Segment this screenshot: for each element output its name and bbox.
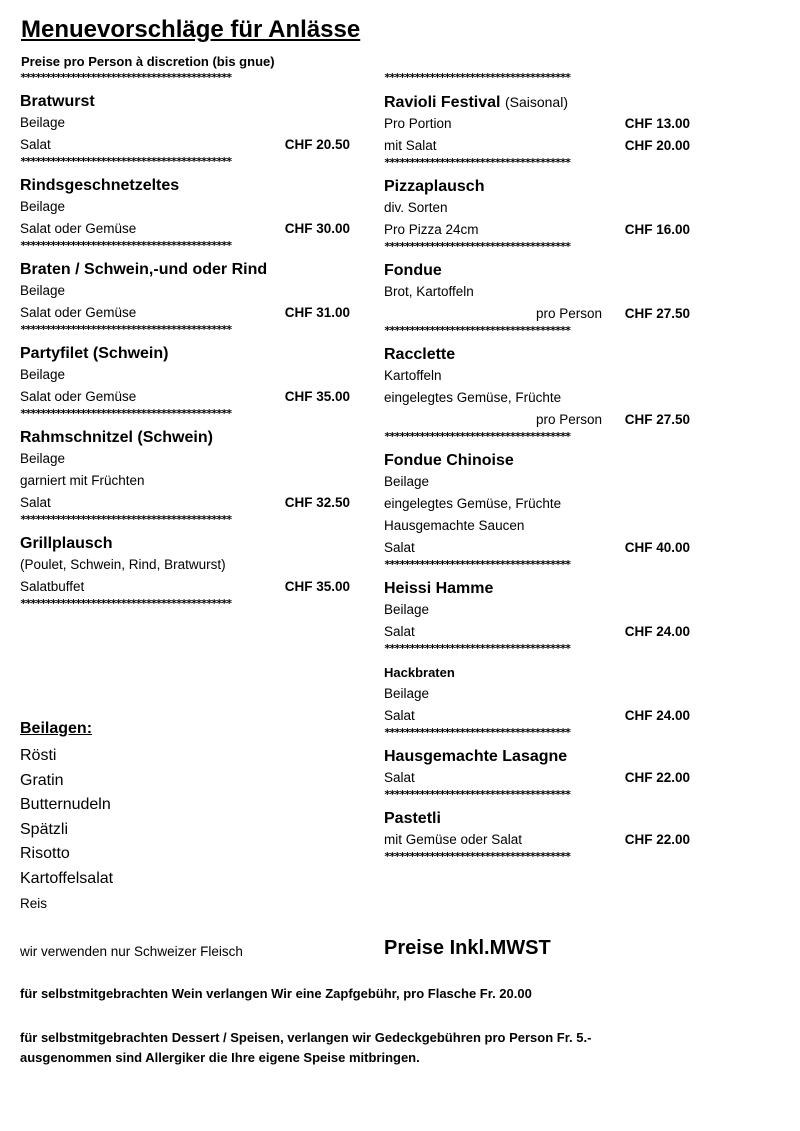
menu-item [384, 663, 690, 739]
beilage-item: Gratin [20, 771, 64, 789]
menu-item-detail: Salat [384, 770, 415, 785]
menu-item-line [20, 554, 350, 576]
menu-item-name [20, 428, 350, 448]
menu-item [20, 176, 350, 252]
menu-item-price: CHF 13.00 [624, 116, 690, 131]
menu-item-title: Grillplausch [20, 535, 113, 552]
menu-item-line [384, 537, 690, 559]
menu-item-detail: Kartoffeln [384, 368, 442, 383]
menu-item-detail: Pro Portion [384, 116, 452, 131]
allergy-exception-note: ausgenommen sind Allergiker die Ihre eigene Speise mitbringen. [20, 1050, 420, 1065]
menu-item-title: Pizzaplausch [384, 178, 485, 195]
menu-item-price: CHF 24.00 [624, 624, 690, 639]
menu-item-title: Heissi Hamme [384, 580, 494, 597]
menu-item-detail: Salat oder Gemüse [20, 305, 137, 320]
menu-item-detail: Beilage [20, 199, 66, 214]
menu-item-detail: Beilage [20, 115, 66, 130]
menu-item-detail: (Poulet, Schwein, Rind, Bratwurst) [20, 557, 226, 572]
beilage-item: Butternudeln [20, 796, 111, 814]
menu-item [384, 451, 690, 571]
menu-item-line [20, 492, 350, 514]
left-menu-column [20, 72, 350, 610]
menu-item-name [384, 345, 690, 365]
menu-item [384, 809, 690, 863]
menu-item-line [384, 281, 690, 303]
menu-item-detail: div. Sorten [384, 200, 448, 215]
separator-stars: ****************************************** [20, 408, 231, 420]
menu-item [20, 260, 350, 336]
menu-item-title: Fondue [384, 262, 442, 279]
menu-item-line [384, 365, 690, 387]
menu-item-detail: Salat oder Gemüse [20, 389, 137, 404]
menu-item-line [20, 576, 350, 598]
menu-item-price: CHF 40.00 [624, 540, 690, 555]
menu-item-price: CHF 30.00 [284, 221, 350, 236]
menu-item-line [384, 113, 690, 135]
menu-item-name [384, 261, 690, 281]
menu-item [384, 177, 690, 253]
menu-item-line [384, 515, 690, 537]
menu-item-subtitle: (Saisonal) [504, 94, 568, 110]
menu-item-detail: mit Salat [384, 138, 437, 153]
menu-item-title: Hausgemachte Lasagne [384, 748, 568, 765]
right-menu-column [384, 72, 690, 863]
menu-item [20, 92, 350, 168]
menu-item-detail: mit Gemüse oder Salat [384, 832, 523, 847]
menu-item-detail: Salat [384, 708, 415, 723]
beilagen-list [20, 744, 113, 916]
separator-stars: ****************************************** [20, 514, 231, 526]
menu-item-detail: Salat [20, 495, 51, 510]
menu-item-line [384, 829, 690, 851]
separator-stars: ************************************* [384, 72, 570, 84]
menu-item-title: Braten / Schwein,-und oder Rind [20, 261, 268, 278]
menu-item-line [384, 197, 690, 219]
separator-stars: ****************************************** [20, 598, 231, 610]
dessert-fee-note: für selbstmitgebrachten Dessert / Speisen, verlangen wir Gedeckgebühren pro Person Fr. 5.- [20, 1030, 592, 1045]
beilage-item: Reis [20, 895, 48, 911]
menu-item-price: CHF 20.00 [624, 138, 690, 153]
price-info-subtitle: Preise pro Person à discretion (bis gnue) [21, 54, 275, 69]
menu-item [384, 345, 690, 443]
menu-item-detail: Hausgemachte Saucen [384, 518, 525, 533]
menu-item-detail: Beilage [20, 451, 66, 466]
menu-item-line [384, 599, 690, 621]
menu-item-price: CHF 27.50 [624, 306, 690, 321]
separator-stars: ************************************* [384, 789, 570, 801]
menu-item-price: CHF 24.00 [624, 708, 690, 723]
separator-stars: ************************************* [384, 157, 570, 169]
menu-item-line [384, 493, 690, 515]
menu-item-detail: Beilage [384, 602, 430, 617]
separator-stars: ************************************* [384, 727, 570, 739]
menu-item-line [384, 303, 690, 325]
menu-item-detail: eingelegtes Gemüse, Früchte [384, 496, 562, 511]
menu-item-price: CHF 35.00 [284, 389, 350, 404]
menu-item [384, 92, 690, 169]
prices-incl-vat-note: Preise Inkl.MWST [384, 937, 551, 959]
menu-item-detail: Beilage [20, 367, 66, 382]
menu-item [384, 261, 690, 337]
menu-item-line [20, 280, 350, 302]
menu-item-name [384, 451, 690, 471]
menu-item-line [20, 470, 350, 492]
menu-item-title: Rahmschnitzel (Schwein) [20, 429, 213, 446]
menu-item-line [384, 705, 690, 727]
menu-item [384, 579, 690, 655]
separator-stars: ****************************************** [20, 72, 231, 84]
menu-item-line [20, 364, 350, 386]
beilagen-heading: Beilagen: [20, 720, 93, 737]
menu-item-detail: Salat [20, 137, 51, 152]
per-person-label: pro Person [535, 412, 602, 427]
menu-item-price: CHF 16.00 [624, 222, 690, 237]
menu-item-detail: garniert mit Früchten [20, 473, 145, 488]
menu-item-price: CHF 22.00 [624, 832, 690, 847]
menu-item-name [20, 176, 350, 196]
menu-item-line [20, 218, 350, 240]
menu-item-title: Bratwurst [20, 93, 95, 110]
menu-item-line [384, 219, 690, 241]
menu-item [20, 534, 350, 610]
wine-corkage-note: für selbstmitgebrachten Wein verlangen Wir eine Zapfgebühr, pro Flasche Fr. 20.00 [20, 986, 532, 1001]
menu-item-name [20, 344, 350, 364]
menu-item-title: Rindsgeschnetzeltes [20, 177, 180, 194]
menu-item-title: Fondue Chinoise [384, 452, 514, 469]
menu-item-line [384, 621, 690, 643]
menu-item-line [384, 387, 690, 409]
beilage-item: Spätzli [20, 820, 69, 838]
separator-stars: ************************************* [384, 851, 570, 863]
menu-item-line [384, 409, 690, 431]
menu-item-price: CHF 27.50 [624, 412, 690, 427]
menu-item-detail: Salat oder Gemüse [20, 221, 137, 236]
menu-item-line [20, 386, 350, 408]
separator-stars: ************************************* [384, 559, 570, 571]
separator-stars: ****************************************** [20, 156, 231, 168]
menu-item-name [384, 747, 690, 767]
menu-item-detail: Beilage [384, 474, 430, 489]
menu-item-name [384, 809, 690, 829]
menu-item-name [20, 92, 350, 112]
page-title: Menuevorschläge für Anlässe [21, 16, 361, 43]
separator-stars: ************************************* [384, 241, 570, 253]
separator-stars: ****************************************** [20, 324, 231, 336]
menu-item-line [384, 471, 690, 493]
menu-item-line [20, 134, 350, 156]
menu-item-detail: Salatbuffet [20, 579, 85, 594]
swiss-meat-note: wir verwenden nur Schweizer Fleisch [20, 944, 243, 959]
menu-item-detail: Brot, Kartoffeln [384, 284, 474, 299]
menu-item-name [384, 92, 690, 113]
menu-item-line [384, 135, 690, 157]
menu-item-price: CHF 35.00 [284, 579, 350, 594]
menu-item [20, 344, 350, 420]
menu-item-line [20, 448, 350, 470]
menu-item-name [384, 177, 690, 197]
separator-stars: ************************************* [384, 431, 570, 443]
menu-item-title: Ravioli Festival [384, 94, 501, 111]
menu-item-detail: Beilage [20, 283, 66, 298]
menu-item-title: Racclette [384, 346, 456, 363]
menu-item-price: CHF 32.50 [284, 495, 350, 510]
menu-item-price: CHF 20.50 [284, 137, 350, 152]
menu-item-price: CHF 31.00 [284, 305, 350, 320]
menu-item-line [20, 112, 350, 134]
menu-item-name [20, 260, 350, 280]
menu-item [384, 747, 690, 801]
menu-item-name [384, 663, 690, 683]
menu-item-line [20, 196, 350, 218]
separator-stars: ****************************************** [20, 240, 231, 252]
menu-item-detail: Salat [384, 624, 415, 639]
menu-item-name [20, 534, 350, 554]
menu-item-price: CHF 22.00 [624, 770, 690, 785]
menu-item-line [384, 767, 690, 789]
menu-item-title: Hackbraten [384, 665, 455, 680]
menu-item-detail: Beilage [384, 686, 430, 701]
menu-item-title: Partyfilet (Schwein) [20, 345, 169, 362]
separator-stars: ************************************* [384, 643, 570, 655]
menu-item-detail: Salat [384, 540, 415, 555]
beilage-item: Rösti [20, 747, 57, 764]
menu-item-line [384, 683, 690, 705]
menu-item-detail: eingelegtes Gemüse, Früchte [384, 390, 562, 405]
menu-item-name [384, 579, 690, 599]
beilage-item: Risotto [20, 845, 70, 863]
menu-item-detail: Pro Pizza 24cm [384, 222, 479, 237]
menu-item-line [20, 302, 350, 324]
separator-stars: ************************************* [384, 325, 570, 337]
menu-item [20, 428, 350, 526]
menu-item-title: Pastetli [384, 810, 441, 827]
beilage-item: Kartoffelsalat [20, 869, 114, 887]
per-person-label: pro Person [535, 306, 602, 321]
